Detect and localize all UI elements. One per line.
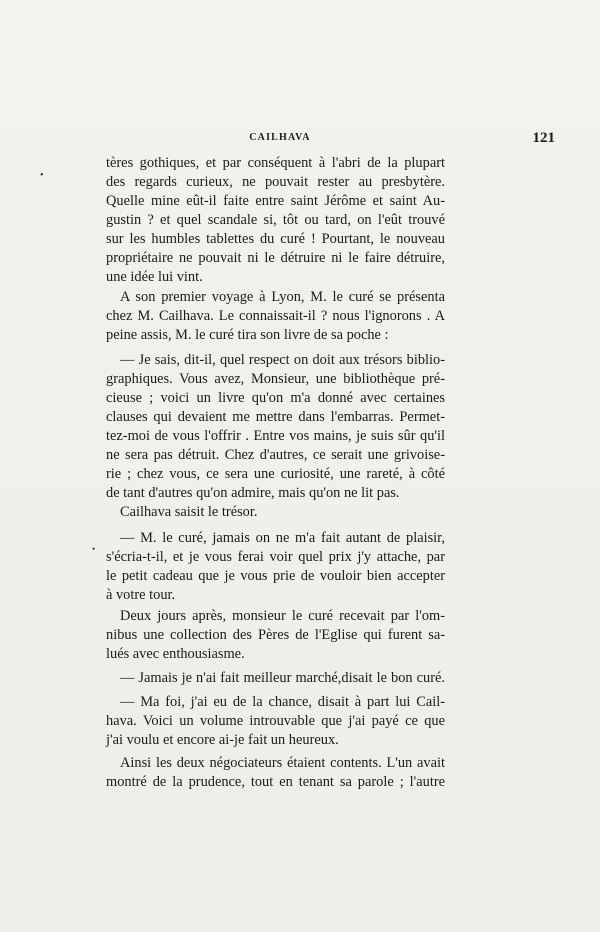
text-line: montré de la prudence, tout en tenant sa parole ; l'autre <box>106 774 445 790</box>
text-line: chez M. Cailhava. Le connaissait-il ? nous l'ignorons . A <box>106 308 445 324</box>
text-line: tez-moi de vous l'offrir . Entre vos mains, je suis sûr qu'il <box>106 428 445 444</box>
running-title: CAILHAVA <box>249 132 311 143</box>
text-line: une idée lui vint. <box>106 269 203 285</box>
text-line: gustin ? et quel scandale si, tôt ou tard, on l'eût trouvé <box>106 212 445 228</box>
margin-speck: • <box>40 170 44 181</box>
text-line: nibus une collection des Pères de l'Eglise qui furent sa- <box>106 627 445 643</box>
text-line: le petit cadeau que je vous prie de vouloir bien accepter <box>106 568 445 584</box>
text-line: graphiques. Vous avez, Monsieur, une bibliothèque pré- <box>106 371 445 387</box>
text-line: lués avec enthousiasme. <box>106 646 245 662</box>
text-line: cieuse ; voici un livre qu'on m'a donné avec certaines <box>106 390 445 406</box>
text-line: — Ma foi, j'ai eu de la chance, disait à part lui Cail- <box>120 694 445 710</box>
text-line: Quelle mine eût-il faite entre saint Jérôme et saint Au- <box>106 193 445 209</box>
text-line: ne sera pas détruit. Chez d'autres, ce serait une grivoise- <box>106 447 445 463</box>
text-line: à votre tour. <box>106 587 176 603</box>
margin-speck: • <box>92 544 96 554</box>
text-line: peine assis, M. le curé tira son livre de sa poche : <box>106 327 389 343</box>
text-line: j'ai voulu et encore ai-je fait un heureux. <box>106 732 339 748</box>
text-line: propriétaire ne pouvait ni le détruire ni le faire détruire, <box>106 250 445 266</box>
text-line: tères gothiques, et par conséquent à l'abri de la plupart <box>106 155 445 171</box>
text-line: — Jamais je n'ai fait meilleur marché,disait le bon curé. <box>120 670 445 686</box>
text-line: s'écria-t-il, et je vous ferai voir quel prix j'y attache, par <box>106 549 445 565</box>
text-line: A son premier voyage à Lyon, M. le curé se présenta <box>120 289 445 305</box>
text-line: Ainsi les deux négociateurs étaient contents. L'un avait <box>120 755 445 771</box>
text-line: hava. Voici un volume introuvable que j'ai payé ce que <box>106 713 445 729</box>
text-line: — Je sais, dit-il, quel respect on doit aux trésors biblio- <box>120 352 445 368</box>
text-line: des regards curieux, ne pouvait rester au presbytère. <box>106 174 445 190</box>
text-line: Deux jours après, monsieur le curé recevait par l'om- <box>120 608 445 624</box>
text-line: de tant d'autres qu'on admire, mais qu'on ne lit pas. <box>106 485 400 501</box>
text-line: Cailhava saisit le trésor. <box>120 504 258 520</box>
text-line: — M. le curé, jamais on ne m'a fait autant de plaisir, <box>120 530 445 546</box>
text-line: clauses qui devaient me mettre dans l'embarras. Permet- <box>106 409 445 425</box>
page-number: 121 <box>532 130 555 146</box>
running-head <box>105 132 575 148</box>
text-line: sur les humbles tablettes du curé ! Pourtant, le nouveau <box>106 231 445 247</box>
text-line: rie ; chez vous, ce sera une curiosité, une rareté, à côté <box>106 466 445 482</box>
